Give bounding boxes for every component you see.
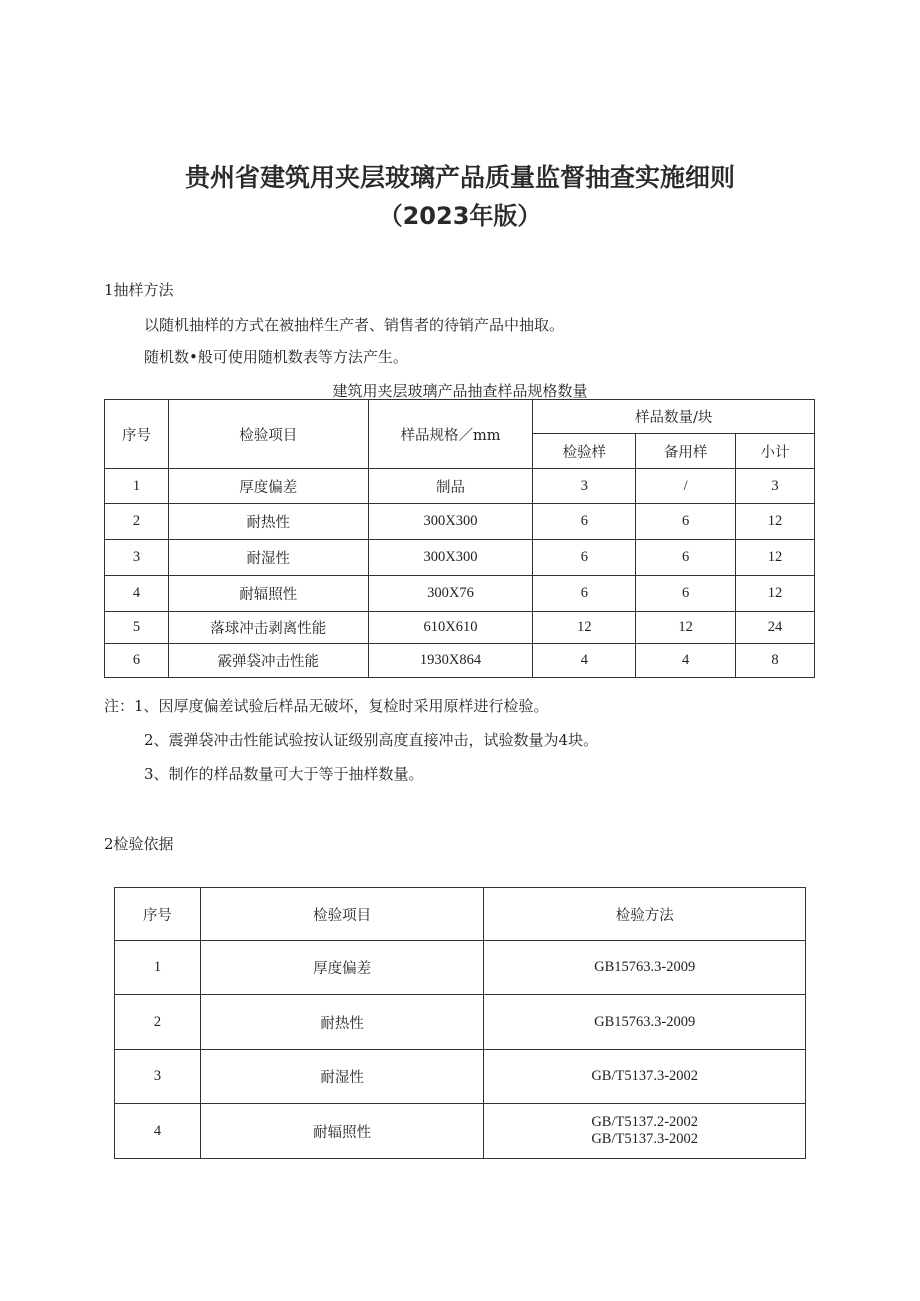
cell-seq: 1 <box>115 941 201 995</box>
cell-test: 6 <box>533 504 636 540</box>
table1-caption: 建筑用夹层玻璃产品抽查样品规格数量 <box>332 382 588 400</box>
header-test: 检验样 <box>533 434 636 469</box>
cell-subtotal: 3 <box>736 469 815 504</box>
cell-item: 耐辐照性 <box>200 1104 484 1159</box>
cell-spare: 12 <box>636 612 736 644</box>
cell-item: 耐湿性 <box>168 540 368 576</box>
cell-subtotal: 12 <box>736 504 815 540</box>
cell-item: 霰弹袋冲击性能 <box>168 644 368 678</box>
section2-heading: 2检验依据 <box>104 835 174 853</box>
table2-header-row <box>115 888 806 941</box>
cell-seq: 4 <box>105 576 169 612</box>
cell-seq: 6 <box>105 644 169 678</box>
page-subtitle: （2023年版） <box>378 202 542 230</box>
note-3: 3、制作的样品数量可大于等于抽样数量。 <box>144 765 424 783</box>
cell-subtotal: 12 <box>736 540 815 576</box>
header-qty: 样品数量/块 <box>533 400 815 434</box>
cell-subtotal: 12 <box>736 576 815 612</box>
cell-item: 厚度偏差 <box>168 469 368 504</box>
cell-spare: / <box>636 469 736 504</box>
header-seq: 序号 <box>115 888 201 941</box>
table-row <box>105 504 815 540</box>
header-subtotal: 小计 <box>736 434 815 469</box>
cell-seq: 5 <box>105 612 169 644</box>
header-item: 检验项目 <box>168 400 368 469</box>
header-spec: 样品规格／mm <box>368 400 533 469</box>
cell-test: 4 <box>533 644 636 678</box>
cell-seq: 2 <box>115 995 201 1050</box>
cell-method: GB/T5137.3-2002 <box>484 1050 806 1104</box>
method-line-2: GB/T5137.3-2002 <box>591 1131 699 1147</box>
cell-spare: 6 <box>636 540 736 576</box>
cell-seq: 2 <box>105 504 169 540</box>
note-2: 2、震弹袋冲击性能试验按认证级别高度直接冲击，试验数量为4块。 <box>144 731 599 749</box>
header-spare: 备用样 <box>636 434 736 469</box>
cell-spare: 6 <box>636 504 736 540</box>
cell-item: 厚度偏差 <box>200 941 484 995</box>
cell-spare: 6 <box>636 576 736 612</box>
cell-seq: 3 <box>105 540 169 576</box>
table-row <box>115 995 806 1050</box>
cell-test: 6 <box>533 540 636 576</box>
cell-spec: 610X610 <box>368 612 533 644</box>
cell-seq: 1 <box>105 469 169 504</box>
cell-spec: 300X300 <box>368 540 533 576</box>
cell-spec: 300X300 <box>368 504 533 540</box>
cell-item: 耐湿性 <box>200 1050 484 1104</box>
cell-method: GB15763.3-2009 <box>484 941 806 995</box>
cell-method: GB15763.3-2009 <box>484 995 806 1050</box>
cell-item: 耐辐照性 <box>168 576 368 612</box>
sample-spec-table <box>104 399 815 678</box>
cell-seq: 3 <box>115 1050 201 1104</box>
cell-method <box>484 1104 806 1159</box>
cell-subtotal: 24 <box>736 612 815 644</box>
table-row <box>105 612 815 644</box>
cell-test: 6 <box>533 576 636 612</box>
cell-subtotal: 8 <box>736 644 815 678</box>
method-line-1: GB/T5137.2-2002 <box>591 1114 699 1130</box>
cell-item: 耐热性 <box>168 504 368 540</box>
cell-test: 3 <box>533 469 636 504</box>
cell-item: 耐热性 <box>200 995 484 1050</box>
cell-seq: 4 <box>115 1104 201 1159</box>
table-row <box>115 1104 806 1159</box>
cell-spare: 4 <box>636 644 736 678</box>
table-row <box>105 540 815 576</box>
section1-paragraph-1: 以随机抽样的方式在被抽样生产者、销售者的待销产品中抽取。 <box>144 316 565 334</box>
cell-spec: 制品 <box>368 469 533 504</box>
cell-test: 12 <box>533 612 636 644</box>
cell-item: 落球冲击剥离性能 <box>168 612 368 644</box>
cell-spec: 1930X864 <box>368 644 533 678</box>
header-seq: 序号 <box>105 400 169 469</box>
table-row <box>115 941 806 995</box>
section1-paragraph-2: 随机数•般可使用随机数表等方法产生。 <box>144 348 408 366</box>
note-1: 注：1、因厚度偏差试验后样品无破坏，复检时采用原样进行检验。 <box>104 697 549 715</box>
header-method: 检验方法 <box>484 888 806 941</box>
table-row <box>105 469 815 504</box>
page-title: 贵州省建筑用夹层玻璃产品质量监督抽查实施细则 <box>184 163 735 192</box>
table1-header-row <box>105 400 815 434</box>
section1-heading: 1抽样方法 <box>104 281 174 299</box>
inspection-basis-table <box>114 887 806 1159</box>
header-item: 检验项目 <box>200 888 484 941</box>
table-row <box>105 576 815 612</box>
table-row <box>115 1050 806 1104</box>
table-row <box>105 644 815 678</box>
cell-spec: 300X76 <box>368 576 533 612</box>
